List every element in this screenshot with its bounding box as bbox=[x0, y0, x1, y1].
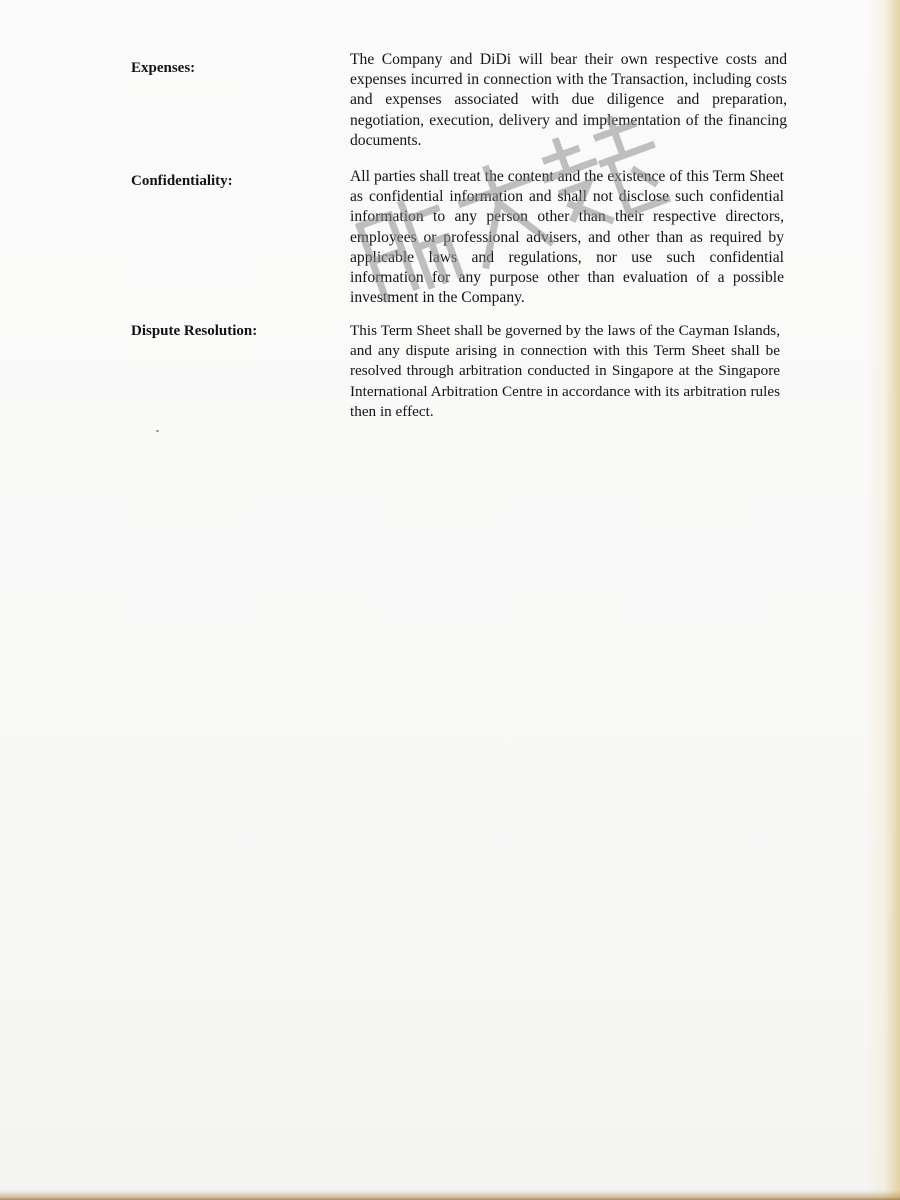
term-description: All parties shall treat the content and the existence of this Term Sheet as confidential information and shall not disclose such confidential information to any person other than their respective directors, employees or professional advisers, and other than as required by applicable laws and regulations, nor use such confidential information for any purpose other than evaluation of a possible investment in the Company. bbox=[350, 168, 784, 307]
paper-bottom-edge bbox=[0, 1190, 900, 1200]
term-description: The Company and DiDi will bear their own respective costs and expenses incurred in connection with the Transaction, including costs and expenses associated with due diligence and preparation, negotiation, execution, delivery and implementation of the financing documents. bbox=[350, 51, 787, 149]
scan-speck bbox=[156, 430, 159, 432]
term-label: Dispute Resolution: bbox=[131, 323, 258, 339]
term-label: Confidentiality: bbox=[131, 173, 233, 189]
paper-edge-discoloration bbox=[866, 0, 900, 1200]
term-label: Expenses: bbox=[131, 60, 196, 76]
term-description: This Term Sheet shall be governed by the laws of the Cayman Islands, and any dispute arising in connection with this Term Sheet shall be resolved through arbitration conducted in Singapore at the Singapore International Arbitration Centre in accordance with its arbitration rules then in effect. bbox=[350, 322, 780, 420]
